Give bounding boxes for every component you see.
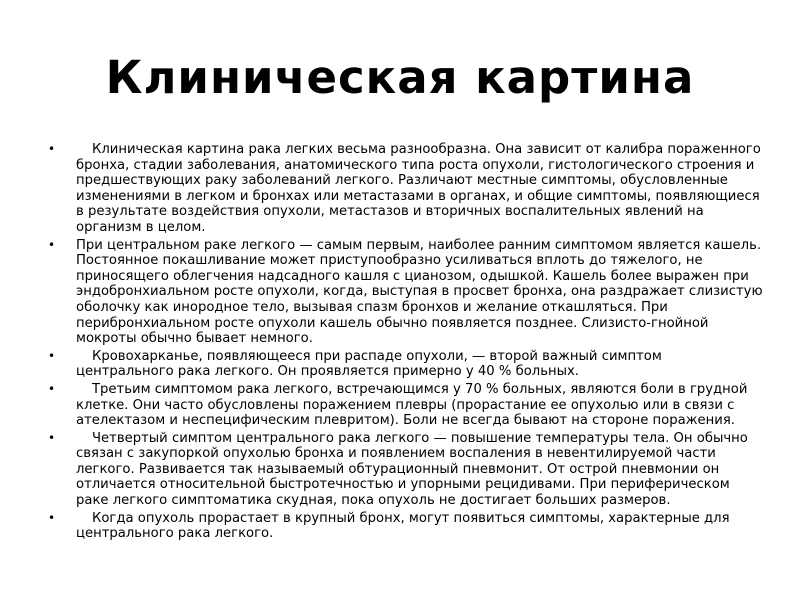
bullet-marker: • [48,430,56,445]
bullet-item [48,142,763,236]
bullet-text: При центральном раке легкого — самым первым, наиболее ранним симптомом является кашель. Постоянное покашливание может приступообразно усиливаться вплоть до тяжелого, не приносящего облегчения надсадного кашля с цианозом, одышкой. Кашель более выражен при эндобронхиальном росте опухоли, когда, выступая в просвет бронха, она раздражает слизистую оболочку как инородное тело, вызывая спазм бронхов и желание откашляться. При перибронхиальном росте опухоли кашель обычно появляется позднее. Слизисто-гнойной мокроты обычно бывает немного. [76,237,763,347]
bullet-text: Третьим симптомом рака легкого, встречающимся у 70 % больных, являются боли в грудной клетке. Они часто обусловлены поражением плевры (прорастание ее опухолью или в связи с ателектазом и неспецифическим плевритом). Боли не всегда бывают на стороне поражения. [76,381,748,429]
bullet-marker: • [48,348,56,363]
bullet-item [48,349,763,380]
bullet-item [48,238,763,347]
slide-title: Клиническая картина [105,51,695,104]
bullet-item [48,431,763,509]
bullet-marker: • [48,237,56,252]
bullet-text: Кровохарканье, появляющееся при распаде опухоли, — второй важный симптом центрального рака легкого. Он проявляется примерно у 40 % больных. [76,348,662,380]
bullet-item [48,511,763,542]
bullet-text: Клиническая картина рака легких весьма разнообразна. Она зависит от калибра пораженного бронха, стадии заболевания, анатомического типа роста опухоли, гистологического строения и предшествующих раку заболеваний легкого. Различают местные симптомы, обусловленные изменениями в легком и бронхах или метастазами в органах, и общие симптомы, появляющиеся в результате воздействия опухоли, метастазов и вторичных воспалительных явлений на организм в целом. [76,142,761,235]
bullet-text: Четвертый симптом центрального рака легкого — повышение температуры тела. Он обычно связан с закупоркой опухолью бронха и появлением воспаления в невентилируемой части легкого. Развивается так называемый обтурационный пневмонит. От острой пневмонии он отличается относительной быстротечностью и упорными рецидивами. При периферическом раке легкого симптоматика скудная, пока опухоль не достигает больших размеров. [76,430,748,509]
bullet-item [48,382,763,429]
bullet-text: Когда опухоль прорастает в крупный бронх, могут появиться симптомы, характерные для центрального рака легкого. [76,510,730,542]
bullet-marker: • [48,381,56,396]
bullet-marker: • [48,510,56,525]
bullet-marker: • [48,142,56,156]
bullet-list [48,142,763,544]
